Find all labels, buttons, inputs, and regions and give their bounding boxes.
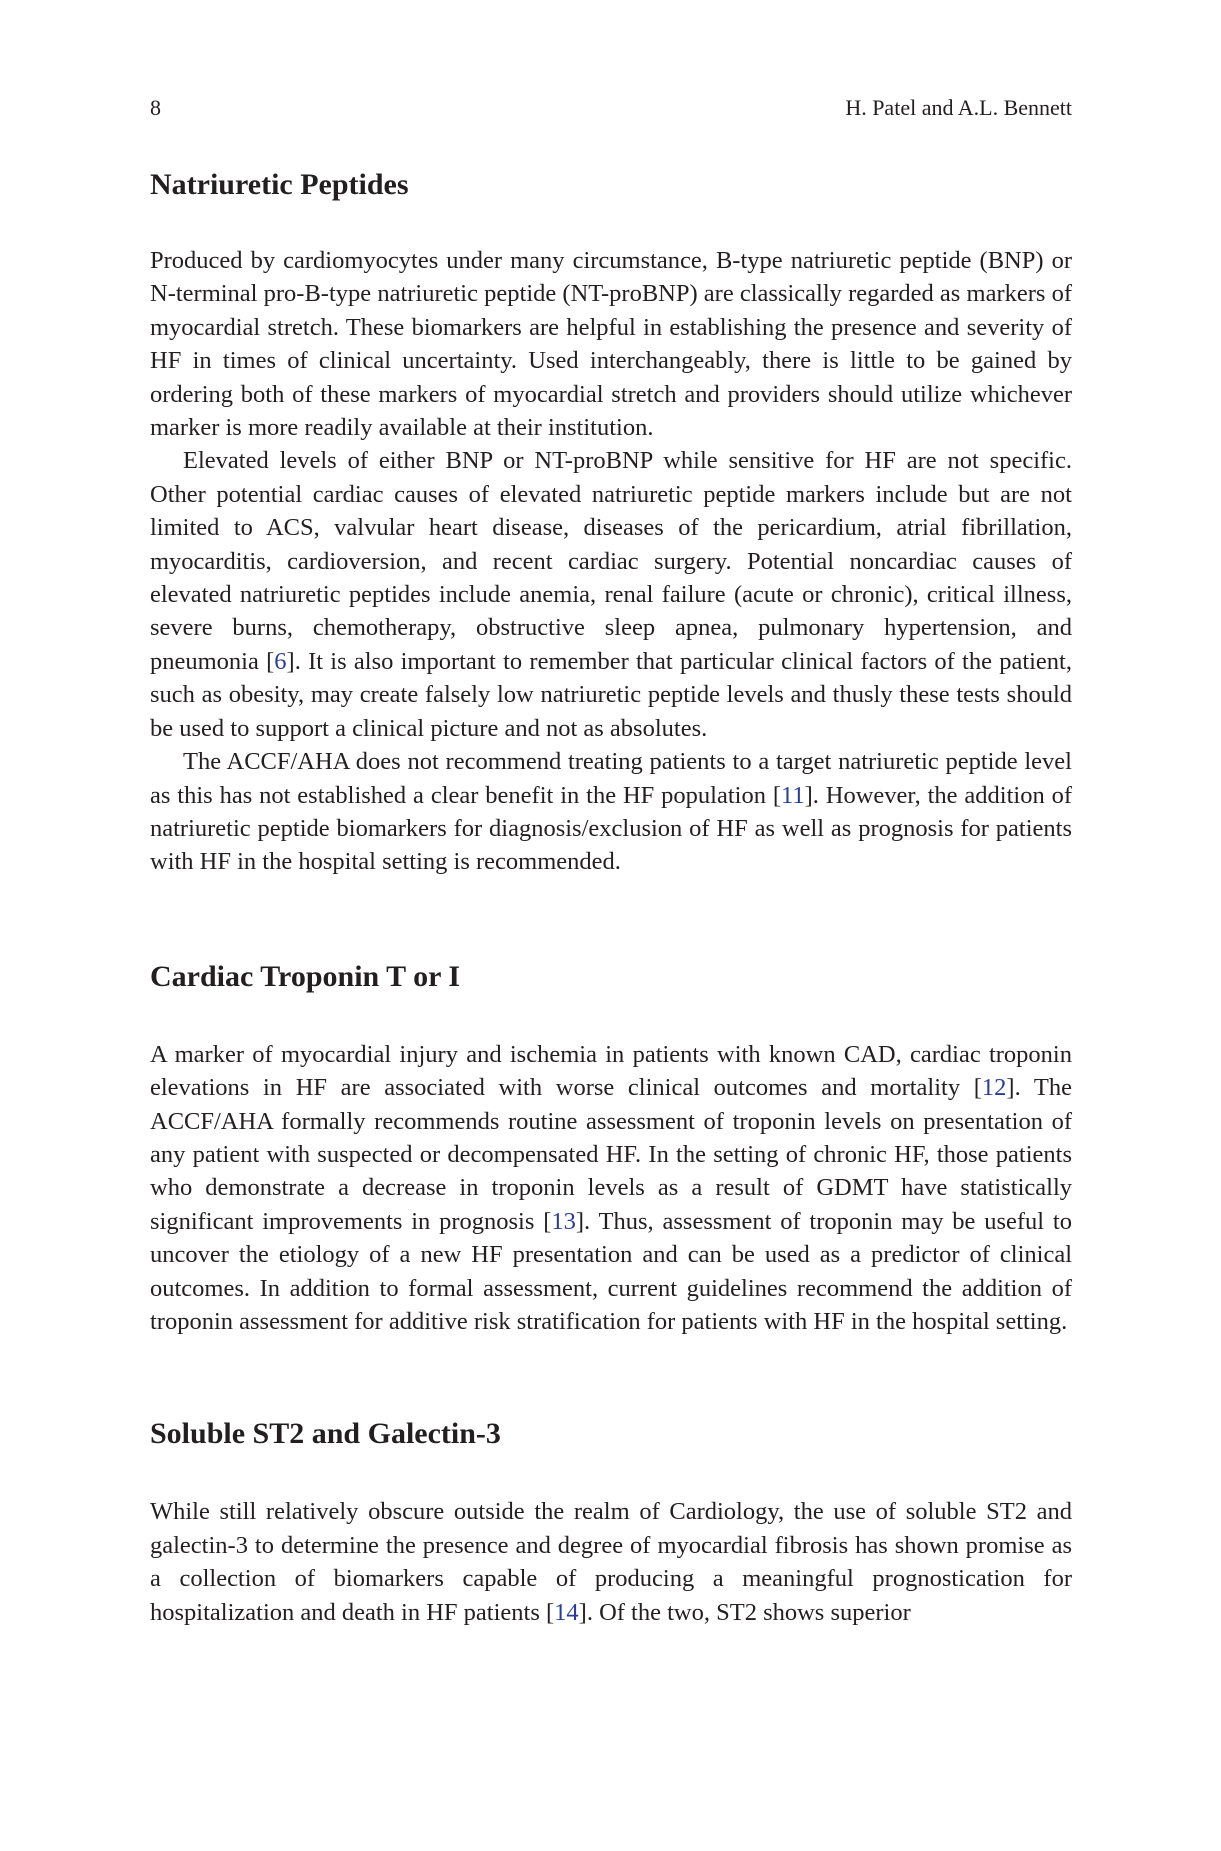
citation-link[interactable]: 12 — [981, 1074, 1007, 1102]
text-run: While still relatively obscure outside the realm of Cardiology, the use of soluble ST2 and galectin-3 to determine the presence and degree of myocardial fibrosis has shown promise as a collection of biomarkers capable of producing a meaningful prognostication for hospitalization and death in HF patients [ — [150, 1498, 1072, 1626]
text-run: ]. Of the two, ST2 shows superior — [578, 1598, 911, 1626]
paragraph — [150, 745, 1072, 879]
section-heading-cardiac-troponin: Cardiac Troponin T or I — [150, 959, 461, 993]
citation-link[interactable]: 13 — [551, 1207, 576, 1235]
paragraph — [150, 1038, 1072, 1339]
page-number: 8 — [150, 95, 161, 120]
text-run: ]. Thus, assessment of troponin may be useful to uncover the etiology of a new HF presentation and can be used as a predictor of clinical outcomes. In addition to formal assessment, current guidelines recommend the addition of troponin assessment for additive risk stratification for patients with HF in the hospital setting. — [150, 1207, 1072, 1335]
running-head-authors: H. Patel and A.L. Bennett — [845, 95, 1072, 120]
text-run: The ACCF/AHA does not recommend treating patients to a target natriuretic peptide level as this has not established a clear benefit in the HF population [ — [150, 748, 1072, 809]
text-run: ]. It is also important to remember that particular clinical factors of the patient, such as obesity, may create falsely low natriuretic peptide levels and thusly these tests should be used to support a clinical picture and not as absolutes. — [150, 647, 1072, 742]
book-page — [150, 95, 1072, 1629]
section-heading-natriuretic-peptides: Natriuretic Peptides — [150, 168, 409, 201]
citation-link[interactable]: 14 — [554, 1598, 579, 1626]
running-header — [150, 95, 1072, 121]
paragraph — [150, 444, 1072, 745]
text-run: ]. However, the addition of natriuretic peptide biomarkers for diagnosis/exclusion of HF as well as prognosis for patients with HF in the hospital setting is recommended. — [150, 781, 1072, 876]
citation-link[interactable]: 11 — [781, 781, 805, 809]
text-run: ]. The ACCF/AHA formally recommends routine assessment of troponin levels on presentation of any patient with suspected or decompensated HF. In the setting of chronic HF, those patients who demonstrate a decrease in troponin levels as a result of GDMT have statistically significant improvements in prognosis [ — [150, 1074, 1072, 1235]
paragraph — [150, 1495, 1072, 1629]
citation-link[interactable]: 6 — [274, 647, 287, 675]
text-run: A marker of myocardial injury and ischemia in patients with known CAD, cardiac troponin elevations in HF are associated with worse clinical outcomes and mortality [ — [150, 1040, 1072, 1102]
section-heading-soluble-st2-galectin-3: Soluble ST2 and Galectin-3 — [150, 1417, 501, 1451]
text-run: Produced by cardiomyocytes under many circumstance, B-type natriuretic peptide (BNP) or N-terminal pro-B-type natriuretic peptide (NT-proBNP) are classically regarded as markers of myocardial stretch. These biomarkers are helpful in establishing the presence and severity of HF in times of clinical uncertainty. Used interchangeably, there is little to be gained by ordering both of these markers of myocardial stretch and providers should utilize whichever marker is more readily available at their institution. — [150, 247, 1072, 442]
paragraph — [150, 244, 1072, 444]
text-run: Elevated levels of either BNP or NT-proBNP while sensitive for HF are not specific. Other potential cardiac causes of elevated natriuretic peptide markers include but are not limited to ACS, valvular heart disease, diseases of the pericardium, atrial fibrillation, myocarditis, cardioversion, and recent cardiac surgery. Potential noncardiac causes of elevated natriuretic peptides include anemia, renal failure (acute or chronic), critical illness, severe burns, chemotherapy, obstructive sleep apnea, pulmonary hypertension, and pneumonia [ — [150, 447, 1072, 675]
